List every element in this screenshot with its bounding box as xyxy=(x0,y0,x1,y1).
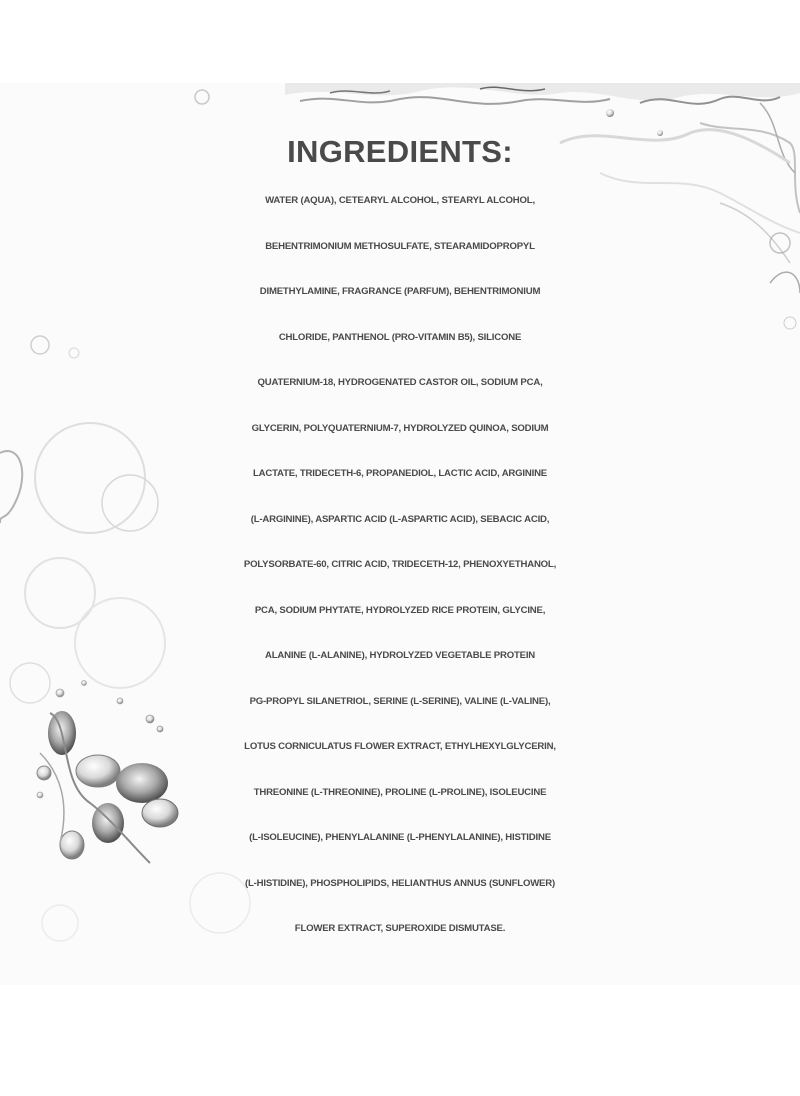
ingredients-content xyxy=(0,128,800,952)
ingredient-line: PG-PROPYL SILANETRIOL, SERINE (L-SERINE), VALINE (L-VALINE), xyxy=(249,695,551,707)
ingredients-panel xyxy=(0,83,800,985)
ingredient-line: QUATERNIUM-18, HYDROGENATED CASTOR OIL, SODIUM PCA, xyxy=(257,377,543,388)
ingredient-line: (L-ARGININE), ASPARTIC ACID (L-ASPARTIC ACID), SEBACIC ACID, xyxy=(250,513,550,525)
ingredient-line: LOTUS CORNICULATUS FLOWER EXTRACT, ETHYLHEXYLGLYCERIN, xyxy=(244,741,556,752)
ingredient-line: THREONINE (L-THREONINE), PROLINE (L-PROLINE), ISOLEUCINE xyxy=(253,786,547,798)
ingredient-line: (L-HISTIDINE), PHOSPHOLIPIDS, HELIANTHUS ANNUS (SUNFLOWER) xyxy=(245,877,555,889)
ingredient-line: POLYSORBATE-60, CITRIC ACID, TRIDECETH-12, PHENOXYETHANOL, xyxy=(243,559,557,570)
ingredient-line: BEHENTRIMONIUM METHOSULFATE, STEARAMIDOPROPYL xyxy=(265,240,535,252)
ingredient-line: ALANINE (L-ALANINE), HYDROLYZED VEGETABLE PROTEIN xyxy=(264,650,536,661)
ingredients-heading: INGREDIENTS: xyxy=(287,134,513,169)
ingredient-line: (L-ISOLEUCINE), PHENYLALANINE (L-PHENYLALANINE), HISTIDINE xyxy=(249,832,551,843)
ingredient-line: LACTATE, TRIDECETH-6, PROPANEDIOL, LACTIC ACID, ARGININE xyxy=(252,468,548,479)
ingredient-line: WATER (AQUA), CETEARYL ALCOHOL, STEARYL ALCOHOL, xyxy=(265,195,535,206)
ingredient-line: DIMETHYLAMINE, FRAGRANCE (PARFUM), BEHENTRIMONIUM xyxy=(259,286,541,297)
ingredient-line: PCA, SODIUM PHYTATE, HYDROLYZED RICE PROTEIN, GLYCINE, xyxy=(254,604,546,616)
ingredient-line: FLOWER EXTRACT, SUPEROXIDE DISMUTASE. xyxy=(294,923,506,934)
ingredient-line: GLYCERIN, POLYQUATERNIUM-7, HYDROLYZED QUINOA, SODIUM xyxy=(251,422,549,434)
ingredient-list xyxy=(0,178,800,952)
ingredient-line: CHLORIDE, PANTHENOL (PRO-VITAMIN B5), SILICONE xyxy=(278,331,522,343)
